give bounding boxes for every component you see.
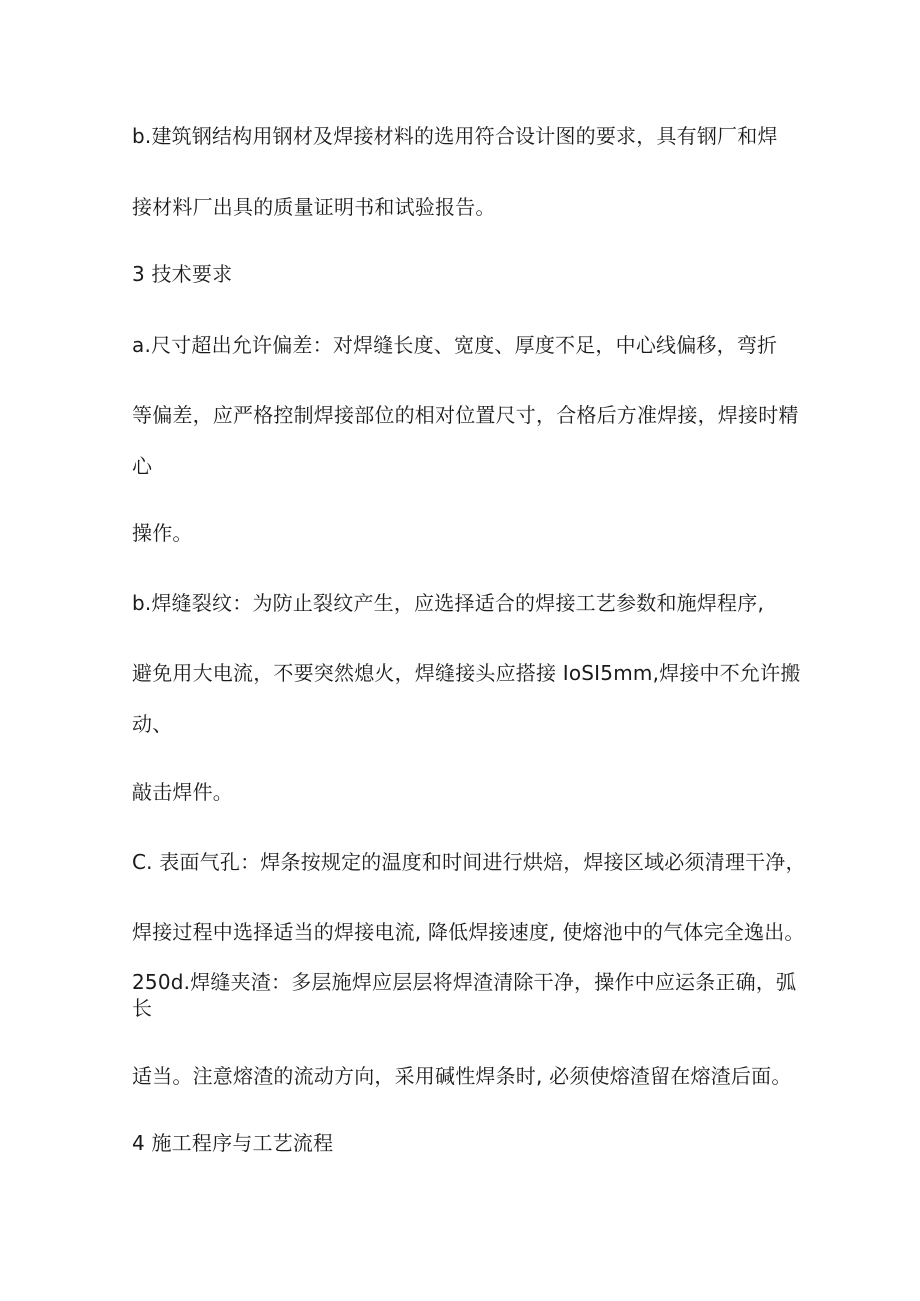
- paragraph-line: a.尺寸超出允许偏差：对焊缝长度、宽度、厚度不足，中心线偏移，弯折: [132, 333, 778, 357]
- paragraph-line: 适当。注意熔渣的流动方向，采用碱性焊条时, 必须使熔渣留在熔渣后面。: [132, 1064, 792, 1088]
- paragraph-line: 等偏差，应严格控制焊接部位的相对位置尺寸，合格后方准焊接，焊接时精: [132, 403, 799, 427]
- section-heading: 4 施工程序与工艺流程: [132, 1131, 334, 1155]
- paragraph-line: 接材料厂出具的质量证明书和试验报告。: [132, 195, 496, 219]
- paragraph-line: 心: [132, 454, 153, 478]
- paragraph-line: 敲击焊件。: [132, 780, 233, 804]
- paragraph-line: 避免用大电流，不要突然熄火，焊缝接头应搭接 IoSI5mm,焊接中不允许搬: [132, 661, 801, 685]
- paragraph-line: 操作。: [132, 521, 193, 545]
- paragraph-line: 250d.焊缝夹渣：多层施焊应层层将焊渣清除干净，操作中应运条正确，弧: [132, 970, 797, 994]
- paragraph-line: C. 表面气孔：焊条按规定的温度和时间进行烘焙，焊接区域必须清理干净，: [132, 850, 806, 874]
- section-heading: 3 技术要求: [132, 262, 233, 286]
- paragraph-line: 焊接过程中选择适当的焊接电流, 降低焊接速度, 使熔池中的气体完全逸出。: [132, 920, 805, 944]
- paragraph-line: b.焊缝裂纹：为防止裂纹产生，应选择适合的焊接工艺参数和施焊程序,: [132, 591, 765, 615]
- paragraph-line: b.建筑钢结构用钢材及焊接材料的选用符合设计图的要求，具有钢厂和焊: [132, 124, 778, 148]
- paragraph-line: 长: [132, 996, 153, 1020]
- paragraph-line: 动、: [132, 712, 173, 736]
